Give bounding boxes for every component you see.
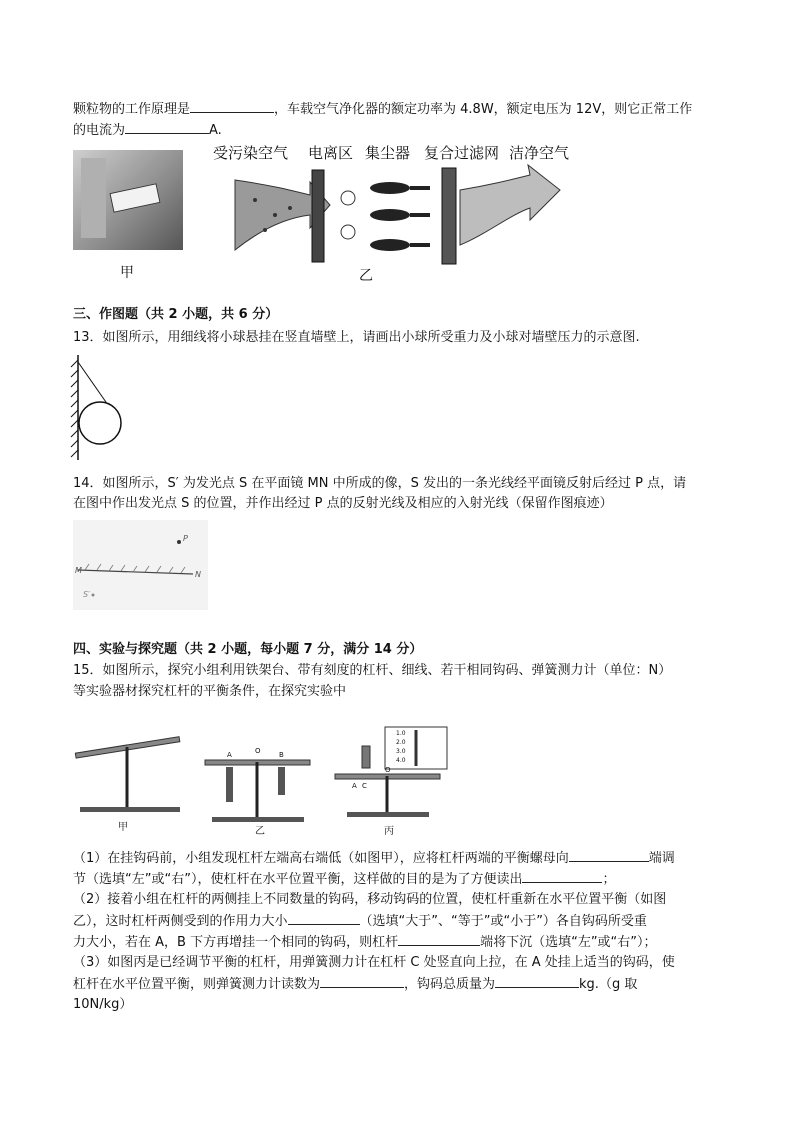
point-p [177, 540, 181, 544]
section3-heading: 三、作图题（共 2 小题，共 6 分） [73, 307, 279, 322]
ball [79, 402, 121, 444]
q15-blank-1[interactable] [569, 847, 649, 862]
q12-blank-2[interactable] [125, 119, 209, 134]
fig15-caption-yi: 乙 [255, 826, 265, 837]
label-polluted-air: 受污染空气 [213, 144, 289, 162]
clean-air-arrow [460, 165, 560, 245]
q15-blank-6[interactable] [495, 973, 579, 988]
q15-blank-4[interactable] [398, 931, 480, 946]
weights-a [226, 767, 233, 802]
string [78, 362, 108, 405]
q15-p1-line1: （1）在挂钩码前，小组发现杠杆左端高右端低（如图甲），应将杠杆两端的平衡螺母向 端调 [73, 847, 675, 869]
spring-scale [362, 746, 370, 768]
fig15-caption-bing: 丙 [384, 826, 394, 837]
fig12-caption-left: 甲 [120, 265, 134, 281]
fig15-caption-jia: 甲 [118, 822, 128, 833]
fig13-wall-ball [70, 350, 130, 465]
q15-line2: 等实验器材探究杠杆的平衡条件，在探究实验中 [73, 684, 347, 699]
q15-p2-line1: （2）接着小组在杠杆的两侧挂上不同数量的钩码，移动钩码的位置，使杠杆重新在水平位置平衡（如图 [73, 892, 667, 907]
q15-p3-line3: 10N/kg） [73, 997, 133, 1012]
q15-p2-line3: 力大小，若在 A，B 下方再增挂一个相同的钩码，则杠杆 端将下沉（选填“左”或“右”）； [73, 931, 657, 953]
section4-heading: 四、实验与探究题（共 2 小题，每小题 7 分，满分 14 分） [73, 642, 423, 657]
dust-collector [370, 182, 430, 251]
air-purifier-photo [73, 150, 183, 250]
label-ionization: 电离区 [308, 144, 354, 162]
fig14-mirror: P M N S′ [73, 520, 208, 610]
q15-line1: 15．如图所示，探究小组利用铁架台、带有刻度的杠杆、细线、若干相同钩码、弹簧测力计（单位：N） [73, 663, 672, 678]
q15-p1-line2: 节（选填“左”或“右”），使杠杆在水平位置平衡，这样做的目的是为了方便读出 ； [73, 868, 615, 890]
q12-line2: 的电流为 A. [73, 119, 222, 141]
wall-hatching [71, 360, 78, 457]
q12-blank-1[interactable] [190, 98, 274, 113]
label-clean-air: 洁净空气 [509, 144, 570, 162]
mirror-mn [78, 570, 193, 574]
q12-line1: 颗粒物的工作原理是 ，车载空气净化器的额定功率为 4.8W，额定电压为 12V，则它正常工作 [73, 98, 692, 120]
q14-line1: 14．如图所示，S′ 为发光点 S 在平面镜 MN 中所成的像，S 发出的一条光线经平面镜反射后经过 P 点，请 [73, 476, 687, 491]
q15-blank-5[interactable] [320, 973, 404, 988]
q13-text: 13．如图所示，用细线将小球悬挂在竖直墙壁上，请画出小球所受重力及小球对墙壁压力的示意图. [73, 330, 640, 345]
purifier-device [109, 183, 160, 213]
fig15-lever-yi [200, 745, 315, 830]
q14-line2: 在图中作出发光点 S 的位置，并作出经过 P 点的反射光线及相应的入射光线（保留作图痕迹） [73, 496, 613, 511]
label-filter: 复合过滤网 [424, 144, 500, 162]
q15-p2-line2: 乙），这时杠杆两侧受到的作用力大小 （选填“大于”、“等于”或“小于”）各自钩码所受重 [73, 910, 647, 932]
weights-b [278, 767, 285, 795]
q15-p3-line1: （3）如图丙是已经调节平衡的杠杆，用弹簧测力计在杠杆 C 处竖直向上拉，在 A 处挂上适当的钩码，使 [73, 955, 675, 970]
label-dust-collector: 集尘器 [365, 144, 411, 162]
composite-filter [442, 168, 456, 264]
q15-blank-2[interactable] [522, 868, 602, 883]
air-flow-diagram [230, 160, 580, 270]
point-s-prime [92, 594, 95, 597]
q15-p3-line2: 杠杆在水平位置平衡，则弹簧测力计读数为 ，钩码总质量为 kg.（g 取 [73, 973, 637, 995]
fig12-caption-right: 乙 [359, 268, 373, 284]
fig15-lever-bing [330, 722, 450, 832]
ionization-plate [312, 170, 324, 262]
stand-base [80, 807, 180, 812]
q15-blank-3[interactable] [288, 910, 360, 925]
